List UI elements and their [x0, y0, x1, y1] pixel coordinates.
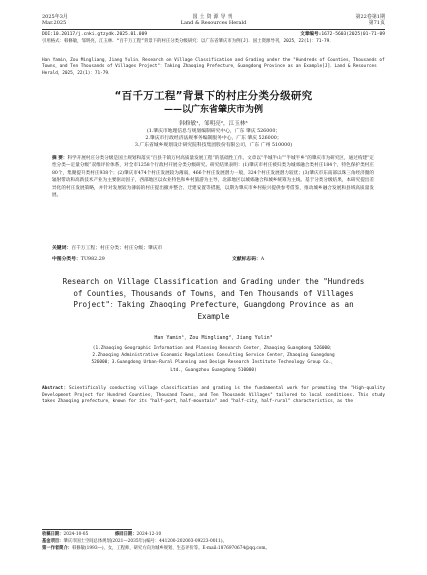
keywords-cn: [52, 244, 374, 251]
affiliations-cn: [0, 128, 427, 150]
abstract-cn-text: 科学开展村庄分类分级是国土规划和落实“百县千镇万村高质量发展工程”的基础性工作。文章以“半城半山”“半城半乡”的肇庆市为研究区，通过构建“定性分类—定量分级”双维评价体系，对全市1258个行政村开展分类分级研究。研究结果表明：(1)肇庆市村庄被归类为城郊融合类村庄184个，特色保护类村庄80个，集聚提升类村庄938个；(2)肇庆市474个村庄发展较为薄弱，466个村庄发展潜力一般，324个村庄发展潜力较优；(3)肇庆市东南部以珠三角经济圈的辐射带动和高新技术产业为主要驱动因子，西部地区以农业特色和乡村旅游为主导，北部地区以城郊融合和城乡统筹为主线。基于分类分级结果，本研究提出差异化的村庄发展策略，并针对发展较为薄弱的村庄提出撤并整合、迁建安置等措施，以期为肇庆市乡村振兴提供参考借鉴，推动城乡融合发展和县域高质量发展。: [52, 156, 374, 199]
received-date: 2024-10-05: [63, 532, 89, 537]
footnotes: [42, 532, 385, 552]
authors-cn: 韩修敏¹，邹明亮²，江玉林³: [179, 121, 248, 127]
document-code-label: 文献标志码：: [232, 256, 261, 262]
page-title-cn: “百千万工程”背景下的村庄分类分级研究: [114, 90, 313, 102]
affiliation-cn-1: (1.肇庆市地理信息与规划编制研究中心，广东 肇庆 526000；: [146, 129, 281, 134]
revised-date: 2024-12-10: [136, 532, 162, 537]
document-code-value: A: [260, 257, 265, 262]
affiliation-en-3: 526000；3.Guangdong Urban-Rural Planning and Design Research Institute Technology Group Co.，: [91, 360, 336, 366]
article-number: [300, 32, 385, 38]
affiliation-en-2: 2.Zhaoqing Administrative Economic Regulations Consulting Service Center，Zhaoqing Guangdong: [92, 353, 335, 359]
clc-number-value: TU982.29: [80, 257, 105, 262]
footnote-rule: [42, 529, 132, 530]
abstract-en-label: Abstract：: [42, 386, 69, 391]
page-title-en: Research on Village Classification and Grading under the "Hundreds of Counties，Thousands of Towns，and Ten Thousands of Villages Project"：Taking Zhaoqing Prefecture，Guangdong Province as an Example: [62, 277, 365, 321]
keywords-cn-label: 关键词：: [52, 245, 72, 251]
citation-en: Han Yamin，Zou Mingliang，Jiang Yulin．Research on Village Classification and Grading under the "Hundreds of Counties，Thousands of Towns，and Ten Thousands of Villages Project"：Taking Zhaoqing Prefecture，Guangdong Province as an Example[J]．Land & Resources Herald，2025，22(1)：71-79．: [42, 58, 385, 76]
affiliation-cn-3: 3.广东省城乡规划设计研究院科技集团股份有限公司，广东 广州 510000): [134, 143, 293, 149]
revised-label: 修回日期：: [115, 532, 137, 537]
author-bio-line: [42, 546, 385, 553]
author-bio-label: 第一作者简介：: [42, 545, 73, 551]
keywords-cn-text: 百千万工程；村庄分类；村庄分级；肇庆市: [71, 246, 163, 251]
page-subtitle-cn: ——以广东省肇庆市为例: [163, 105, 263, 115]
abstract-en-text: Scientifically conducting village classification and grading is the fundamental work for promoting the "High-quality Development Project for Hundred Counties，Thousand Towns，and Ten Thousands Villages" tailored to local conditions. This study takes Zhaoqing prefecture，known for its "half-port，half-mountain" and "half-city，half-rural" characteristics，as the: [42, 386, 385, 405]
issue-date-cn: 2025年3月: [42, 14, 68, 20]
volume-issue: 第22卷第1期: [355, 14, 385, 20]
affiliation-en-1: (1.Zhaoqing Geographic Information and Planning Research Center，Zhaoqing Guangdong 526000；: [92, 346, 335, 351]
fund-label: 基金项目：: [42, 538, 64, 544]
affiliation-en-4: Ltd.，Guangzhou Guangdong 510000): [170, 367, 257, 373]
doi: DOI:10.20117/j.cnki.gtzydk.2025.01.009: [42, 32, 148, 37]
abstract-cn-label: 摘 要：: [52, 156, 68, 161]
affiliation-cn-2: 2.肇庆市行政经济法规事务编制服务中心，广东 肇庆 526000；: [145, 136, 282, 142]
abstract-en: [42, 386, 385, 406]
article-number-label: 文章编号:: [300, 32, 322, 37]
fund-text: 肇庆市国土空间总体规划(2021—2035年)(编号：441200-202003-09223-0011)。: [63, 538, 227, 544]
affiliations-en: [0, 345, 427, 374]
clc-number: [52, 255, 105, 262]
abstract-cn: [52, 155, 374, 199]
page-number: 第71页: [368, 20, 385, 26]
journal-name-en: Land & Resources Herald: [180, 20, 247, 26]
journal-header-right: [355, 14, 385, 26]
received-revised-line: [42, 532, 385, 539]
received-label: 收稿日期：: [42, 532, 64, 537]
authors-en: Han Yamin¹，Zou Mingliang²，Jiang Yulin³: [154, 335, 273, 341]
clc-number-label: 中图分类号：: [52, 256, 81, 262]
citation-cn: 引用格式：韩修敏，邹明亮，江玉林．“百千万工程”背景下的村庄分类分级研究：以广东省肇庆市为例[J]．国土资源导刊，2025，22(1)：71-79．: [42, 39, 334, 44]
issue-date-en: Mar.2025: [42, 20, 67, 26]
article-number-value: 1672-5603(2025)01-71-09: [321, 32, 385, 37]
header-rule: [42, 29, 385, 30]
fund-line: [42, 539, 385, 546]
journal-name-cn: 国土资源导刊: [192, 14, 235, 20]
author-bio-text: 韩修敏(1993—)，女，工程师，研究方向为城乡规划、生态评价等。E-mail:1876970674@qq.com。: [72, 545, 270, 551]
document-code: [232, 255, 264, 262]
